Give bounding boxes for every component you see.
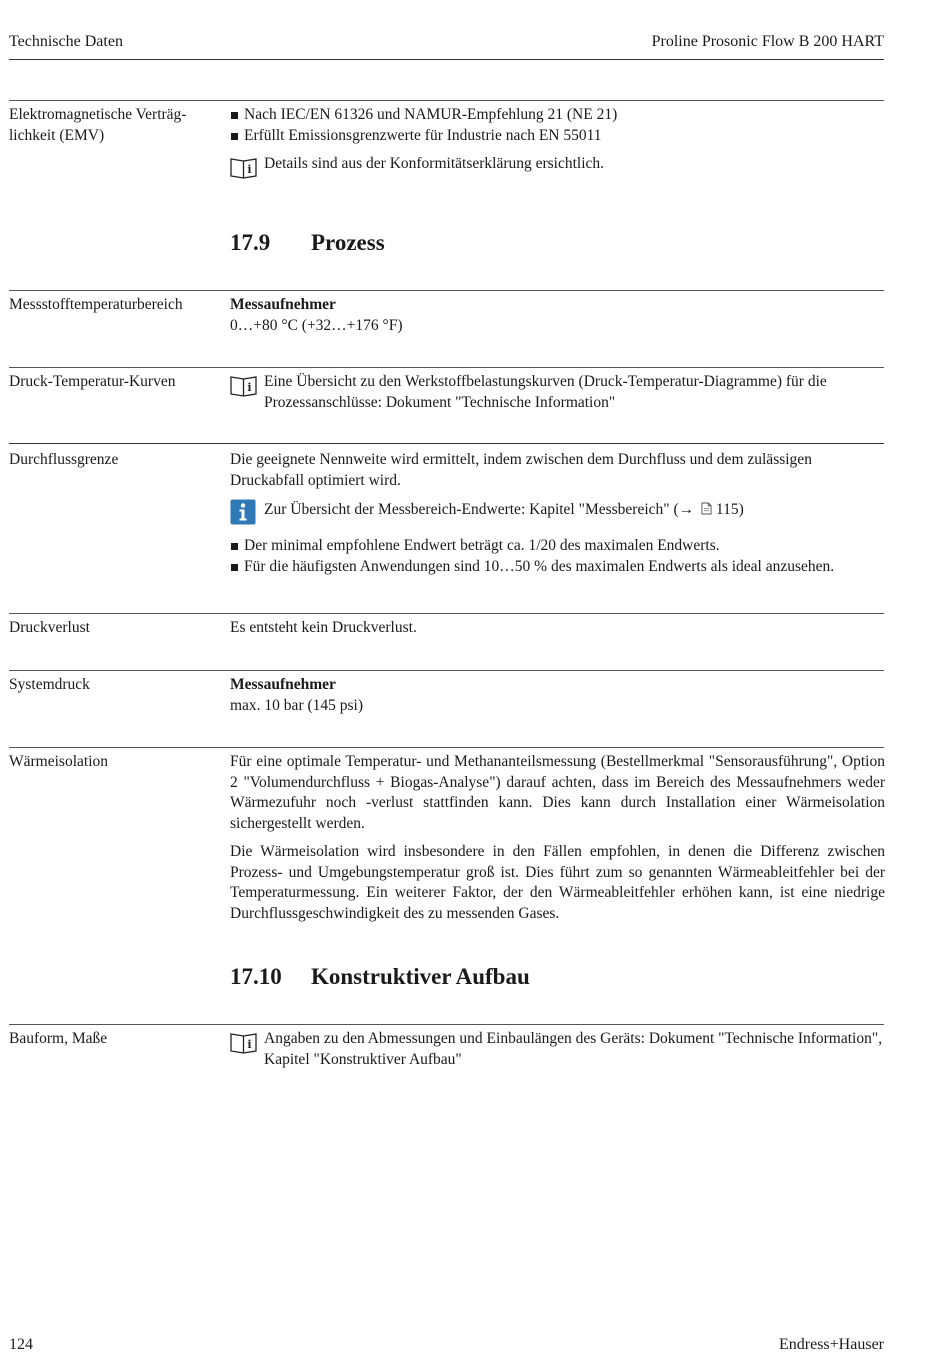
row-content-thermal-insulation [230,752,885,924]
section-title: Konstruktiver Aufbau [311,964,530,989]
list-item: Der minimal empfohlene Endwert beträgt ca. 1/20 des maximalen Endwerts. [230,536,885,557]
document-reference-icon [230,1030,257,1054]
note-text: Details sind aus der Konformitätserklärung ersichtlich. [264,155,605,172]
section-number: 17.10 [230,964,282,989]
section-heading-prozess [230,229,385,257]
row-label-emv: Elektromagnetische Verträg-lichkeit (EMV) [9,106,187,144]
row-label-temperature: Messstofftemperaturbereich [9,296,183,313]
dimensions-document-note [230,1029,885,1070]
list-item: Erfüllt Emissionsgrenzwerte für Industrie nach EN 55011 [230,126,885,147]
row-label-pt-curves: Druck-Temperatur-Kurven [9,373,176,390]
insulation-paragraph-1: Für eine optimale Temperatur- und Methananteilsmessung (Bestellmerkmal "Sensorausführung", Option 2 "Volumendurchfluss + Biogas-Analyse") darauf achten, dass im Bereich des Messaufnehmers weder Wärmezufuhr noch -verlust stattfinden kann. Dies kann durch Installation einer Wärmeisolation sichergestellt werden. [230,753,885,832]
row-label-pressure-loss: Druckverlust [9,619,90,636]
document-reference-icon [230,155,257,179]
row-content-pt-curves [230,372,885,413]
emv-document-note [230,154,885,175]
row-divider [9,1024,884,1025]
svg-text:i: i [247,1038,252,1051]
flow-limit-bullet-list [230,536,885,577]
running-header-right: Proline Prosonic Flow B 200 HART [651,33,884,50]
section-number: 17.9 [230,230,271,255]
note-text: Zur Übersicht der Messbereich-Endwerte: Kapitel "Messbereich" (→ [264,501,695,518]
info-icon [230,499,256,525]
row-divider [9,100,884,101]
row-divider [9,670,884,671]
temperature-range: 0…+80 °C (+32…+176 °F) [230,316,403,334]
note-text: Angaben zu den Abmessungen und Einbaulängen des Geräts: Dokument "Technische Information", Kapitel "Konstruktiver Aufbau" [264,1030,883,1068]
flow-limit-info-note [230,500,885,526]
row-label-system-pressure: Systemdruck [9,676,90,693]
subheading-sensor: Messaufnehmer [230,296,336,313]
row-content-dimensions [230,1029,885,1070]
row-divider [9,443,884,444]
note-text: Eine Übersicht zu den Werkstoffbelastungskurven (Druck-Temperatur-Diagramme) für die Prozessanschlüsse: Dokument "Technische Information" [264,373,827,411]
emv-bullet-list [230,105,885,146]
pressure-loss-text: Es entsteht kein Druckverlust. [230,619,417,636]
row-content-emv [230,105,885,175]
row-label-flow-limit: Durchflussgrenze [9,451,119,468]
row-divider [9,747,884,748]
page-number: 124 [9,1336,33,1353]
svg-text:i: i [247,163,252,176]
page-reference[interactable]: 115) [715,501,744,518]
svg-text:i: i [247,381,252,394]
row-divider [9,613,884,614]
flow-limit-text: Die geeignete Nennweite wird ermittelt, indem zwischen dem Durchfluss und dem zulässigen Druckabfall optimiert wird. [230,451,812,489]
pt-curves-document-note [230,372,885,413]
row-content-temperature [230,295,885,336]
row-divider [9,290,884,291]
header-rule [9,59,884,60]
document-reference-icon [230,373,257,397]
page-reference-icon [701,502,712,515]
row-label-thermal-insulation: Wärmeisolation [9,753,108,770]
row-content-flow-limit [230,450,885,577]
row-divider [9,367,884,368]
brand-footer: Endress+Hauser [779,1336,884,1353]
list-item: Für die häufigsten Anwendungen sind 10…50 % des maximalen Endwerts als ideal anzusehen. [230,557,885,578]
insulation-paragraph-2: Die Wärmeisolation wird insbesondere in den Fällen empfohlen, in denen die Differenz zwischen Prozess- und Umgebungstemperatur groß ist. Dies führt zum so genannten Wärmeableitfehler bei der Temperaturmessung. Ein weiterer Faktor, der den Wärmeableitfehler erhöhen kann, ist eine niedrige Durchflussgeschwindigkeit des zu messenden Gases. [230,843,885,922]
row-label-dimensions: Bauform, Maße [9,1030,108,1047]
subheading-sensor: Messaufnehmer [230,676,336,693]
system-pressure-value: max. 10 bar (145 psi) [230,696,364,714]
row-content-system-pressure [230,675,885,716]
list-item: Nach IEC/EN 61326 und NAMUR-Empfehlung 21 (NE 21) [230,105,885,126]
section-title: Prozess [311,230,385,255]
running-header-left: Technische Daten [9,33,123,50]
section-heading-construction [230,963,530,991]
